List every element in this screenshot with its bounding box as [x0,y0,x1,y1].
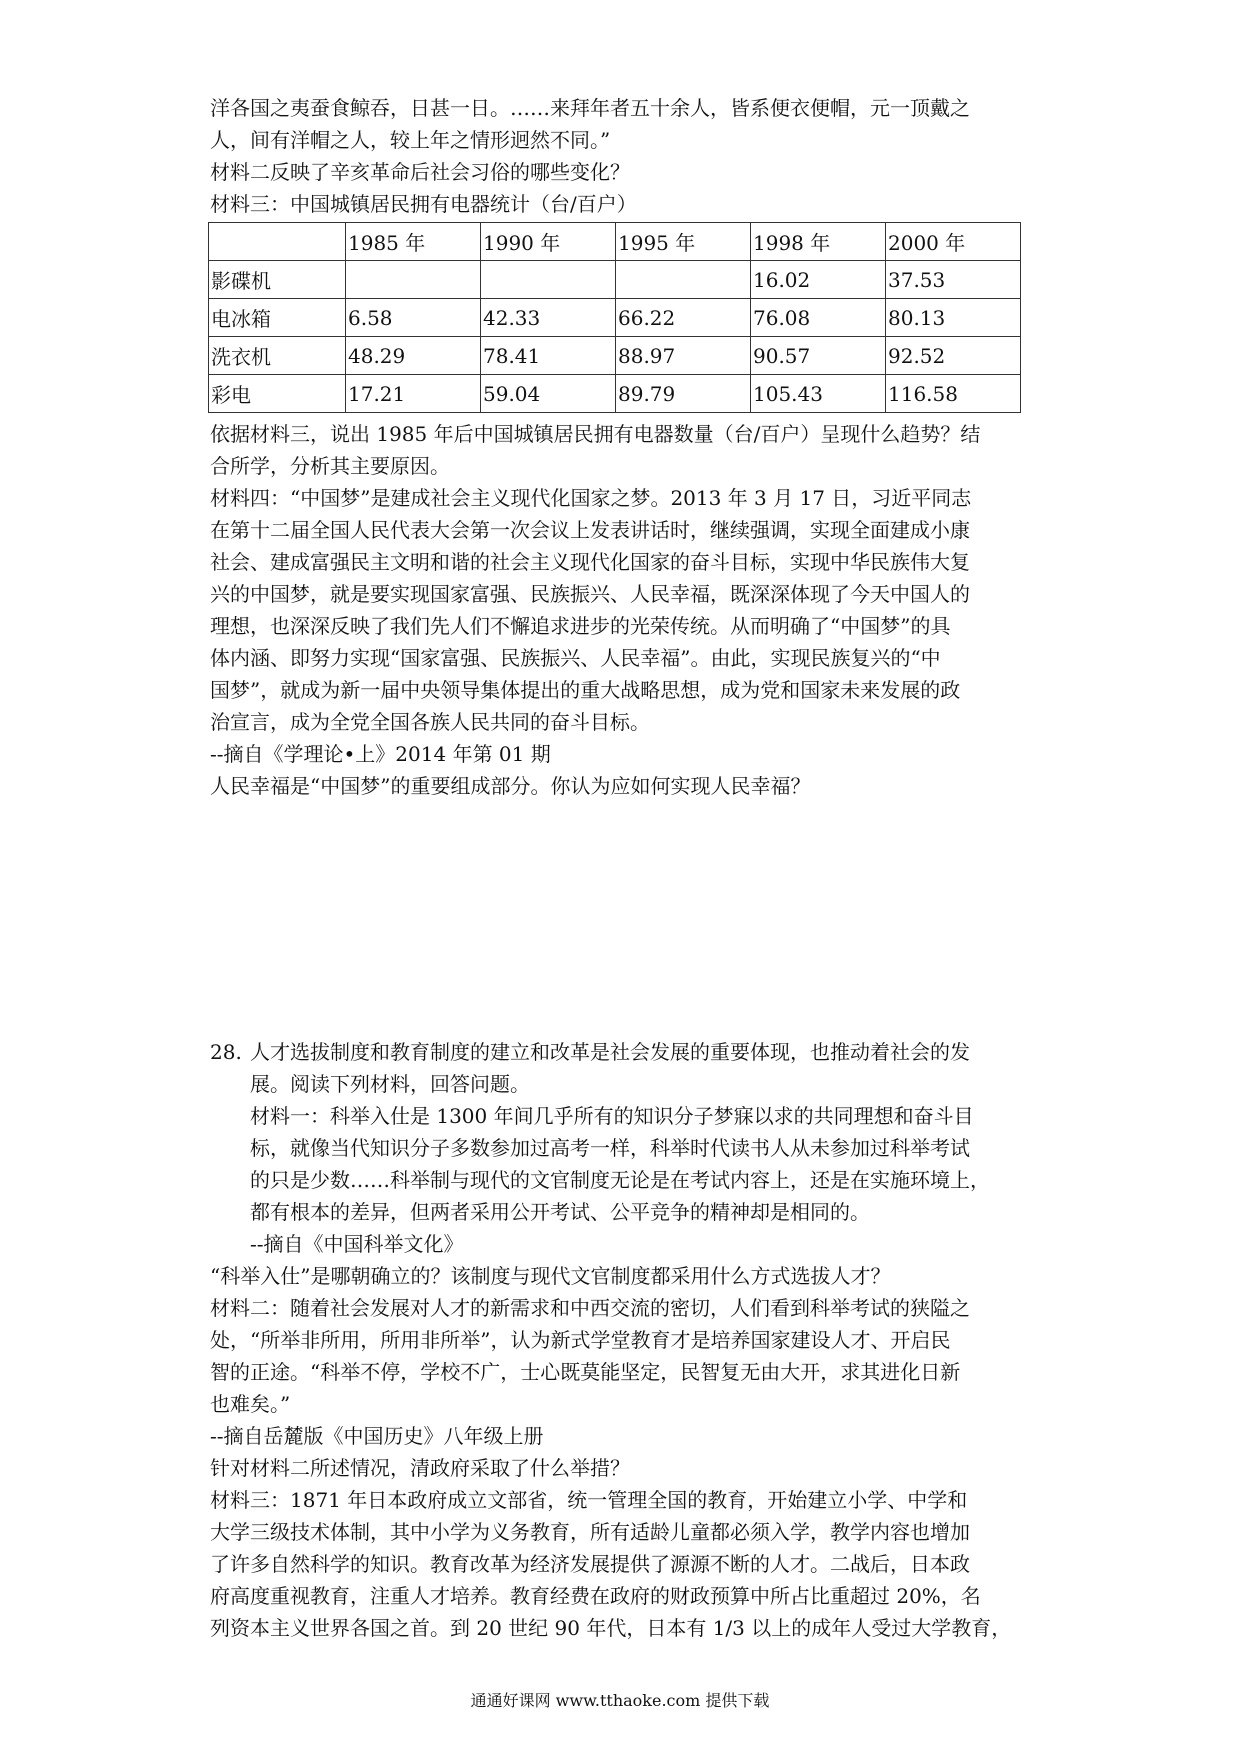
table-cell: 2000 年 [886,223,1021,261]
table-cell: 1995 年 [616,223,751,261]
text-line: 展。阅读下列材料，回答问题。 [250,1072,530,1096]
text-line: 洋各国之夷蚕食鲸吞，日甚一日。……来拜年者五十余人，皆系便衣便帽，元一顶戴之 [210,96,970,120]
table-header-row [209,223,1021,261]
text-line: 列资本主义世界各国之首。到 20 世纪 90 年代，日本有 1/3 以上的成年人受过大学教育， [210,1616,1012,1640]
table-cell: 66.22 [616,299,751,337]
text-line: 材料四：“中国梦”是建成社会主义现代化国家之梦。2013 年 3 月 17 日，习近平同志 [210,486,972,510]
text-line: 材料三：中国城镇居民拥有电器统计（台/百户） [210,192,637,216]
text-line: 兴的中国梦，就是要实现国家富强、民族振兴、人民幸福，既深深体现了今天中国人的 [210,582,970,606]
text-line: 标，就像当代知识分子多数参加过高考一样，科举时代读书人从未参加过科举考试 [250,1136,970,1160]
table-row [209,261,1021,299]
intro-text-block [210,92,1040,220]
text-line: 材料二：随着社会发展对人才的新需求和中西交流的密切，人们看到科举考试的狭隘之 [210,1296,970,1320]
text-line: 合所学，分析其主要原因。 [210,454,450,478]
text-line: 都有根本的差异，但两者采用公开考试、公平竞争的精神却是相同的。 [250,1200,870,1224]
table-row [209,337,1021,375]
table-cell: 78.41 [481,337,616,375]
table-row [209,375,1021,413]
text-line: 社会、建成富强民主文明和谐的社会主义现代化国家的奋斗目标，实现中华民族伟大复 [210,550,970,574]
table-cell: 88.97 [616,337,751,375]
table-cell: 影碟机 [209,261,346,299]
table-cell: 48.29 [346,337,481,375]
text-line: 智的正途。“科举不停，学校不广，士心既莫能坚定，民智复无由大开，求其进化日新 [210,1360,961,1384]
text-line: --摘自《中国科举文化》 [250,1232,464,1256]
text-line: --摘自岳麓版《中国历史》八年级上册 [210,1424,544,1448]
text-line: 国梦”，就成为新一届中央领导集体提出的重大战略思想，成为党和国家未来发展的政 [210,678,961,702]
table-cell: 80.13 [886,299,1021,337]
text-line: 人，间有洋帽之人，较上年之情形迥然不同。” [210,128,611,152]
table-cell: 59.04 [481,375,616,413]
table-cell: 89.79 [616,375,751,413]
table-cell: 116.58 [886,375,1021,413]
table-cell: 16.02 [751,261,886,299]
question-number: 28. [210,1040,242,1064]
text-line: 人才选拔制度和教育制度的建立和改革是社会发展的重要体现，也推动着社会的发 [250,1040,970,1064]
text-line: 在第十二届全国人民代表大会第一次会议上发表讲话时，继续强调，实现全面建成小康 [210,518,970,542]
text-line: 的只是少数……科举制与现代的文官制度无论是在考试内容上，还是在实施环境上， [250,1168,990,1192]
table-cell: 90.57 [751,337,886,375]
table-cell [209,223,346,261]
text-line: 人民幸福是“中国梦”的重要组成部分。你认为应如何实现人民幸福？ [210,774,811,798]
table-cell: 105.43 [751,375,886,413]
text-line: 处，“所举非所用，所用非所举”，认为新式学堂教育才是培养国家建设人才、开启民 [210,1328,951,1352]
question-28-intro [210,1036,1040,1260]
question-28-body [210,1260,1040,1644]
table-cell: 76.08 [751,299,886,337]
table-cell [346,261,481,299]
material-four-block [210,418,1040,802]
table-cell: 彩电 [209,375,346,413]
table-cell: 电冰箱 [209,299,346,337]
table-cell: 1990 年 [481,223,616,261]
table-cell [616,261,751,299]
table-cell: 42.33 [481,299,616,337]
text-line: 材料二反映了辛亥革命后社会习俗的哪些变化？ [210,160,630,184]
table-cell [481,261,616,299]
table-cell: 6.58 [346,299,481,337]
table-cell: 37.53 [886,261,1021,299]
text-line: 材料三：1871 年日本政府成立文部省，统一管理全国的教育，开始建立小学、中学和 [210,1488,968,1512]
text-line: 依据材料三，说出 1985 年后中国城镇居民拥有电器数量（台/百户）呈现什么趋势？结 [210,422,981,446]
page-footer: 通通好课网 www.tthaoke.com 提供下载 [470,1691,770,1710]
text-line: 了许多自然科学的知识。教育改革为经济发展提供了源源不断的人才。二战后，日本政 [210,1552,970,1576]
text-line: 治宣言，成为全党全国各族人民共同的奋斗目标。 [210,710,650,734]
text-line: 针对材料二所述情况，清政府采取了什么举措？ [210,1456,630,1480]
text-line: “科举入仕”是哪朝确立的？该制度与现代文官制度都采用什么方式选拔人才？ [210,1264,891,1288]
appliance-statistics-table [208,222,1021,413]
text-line: 大学三级技术体制，其中小学为义务教育，所有适龄儿童都必须入学，教学内容也增加 [210,1520,970,1544]
text-line: 材料一：科举入仕是 1300 年间几乎所有的知识分子梦寐以求的共同理想和奋斗目 [250,1104,974,1128]
table-cell: 1998 年 [751,223,886,261]
text-line: --摘自《学理论•上》2014 年第 01 期 [210,742,551,766]
table-cell: 洗衣机 [209,337,346,375]
text-line: 理想，也深深反映了我们先人们不懈追求进步的光荣传统。从而明确了“中国梦”的具 [210,614,951,638]
text-line: 府高度重视教育，注重人才培养。教育经费在政府的财政预算中所占比重超过 20%，名 [210,1584,981,1608]
table-cell: 92.52 [886,337,1021,375]
table-cell: 1985 年 [346,223,481,261]
text-line: 也难矣。” [210,1392,291,1416]
table-row [209,299,1021,337]
text-line: 体内涵、即努力实现“国家富强、民族振兴、人民幸福”。由此，实现民族复兴的“中 [210,646,941,670]
table-cell: 17.21 [346,375,481,413]
